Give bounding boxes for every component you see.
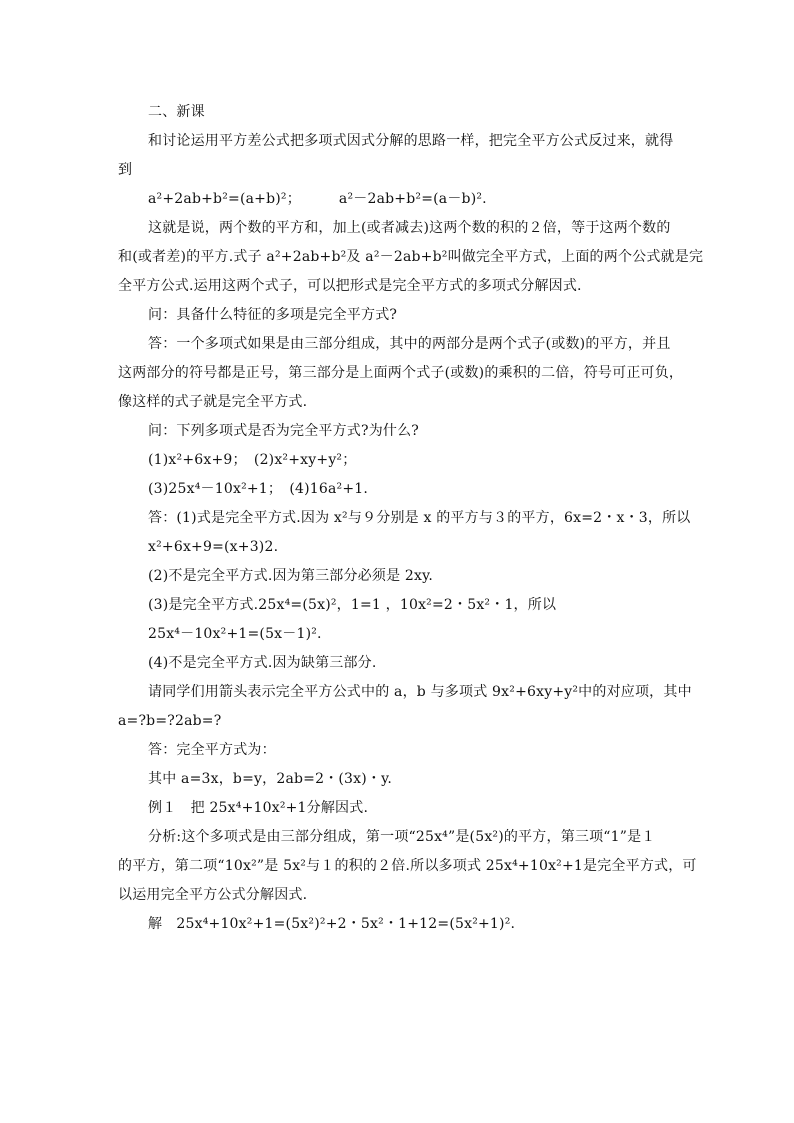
answer-line: 答：一个多项式如果是由三部分组成，其中的两部分是两个式子(或数)的平方，并且 — [148, 336, 671, 352]
document-body — [118, 98, 704, 939]
answer-line: 这两部分的符号都是正号，第三部分是上面两个式子(或数)的乘积的二倍，符号可正可负， — [118, 365, 684, 381]
paragraph-line: 这就是说，两个数的平方和，加上(或者减去)这两个数的积的２倍，等于这两个数的 — [148, 220, 671, 236]
answer-line: 答：完全平方式为： — [148, 742, 276, 758]
formula-line — [118, 185, 678, 214]
formula-difference: a²－2ab+b²=(a－b)². — [338, 191, 487, 207]
paragraph-line: 请同学们用箭头表示完全平方公式中的 a，b 与多项式 9x²+6xy+y²中的对应项，其中 — [148, 684, 692, 700]
solution-line: 解 25x⁴+10x²+1=(5x²)²+2・5x²・1+12=(5x²+1)². — [148, 916, 516, 932]
answer-line: 像这样的式子就是完全平方式. — [118, 394, 308, 410]
answer-line: (3)是完全平方式.25x⁴=(5x)²，1=1 ，10x²=2・5x²・1，所以 — [148, 597, 557, 613]
answer-line: (2)不是完全平方式.因为第三部分必须是 2xy. — [148, 568, 434, 584]
analysis-line: 分析:这个多项式是由三部分组成，第一项“25x⁴”是(5x²)的平方，第三项“1”是１ — [148, 829, 656, 845]
formula-sum: a²+2ab+b²=(a+b)²； — [148, 191, 301, 207]
paragraph-line: 到 — [118, 162, 133, 178]
answer-line: (4)不是完全平方式.因为缺第三部分. — [148, 655, 377, 671]
answer-line: 其中 a=3x，b=y，2ab=2・(3x)・y. — [148, 771, 393, 787]
paragraph-line: 和讨论运用平方差公式把多项式因式分解的思路一样，把完全平方公式反过来，就得 — [148, 133, 674, 149]
analysis-line: 以运用完全平方公式分解因式. — [118, 887, 308, 903]
answer-line: 25x⁴－10x²+1=(5x－1)². — [148, 626, 322, 642]
paragraph-line: 和(或者差)的平方.式子 a²+2ab+b²及 a²－2ab+b²叫做完全平方式，上面的两个公式就是完 — [118, 249, 704, 265]
example-title: 例１ 把 25x⁴+10x²+1分解因式. — [148, 800, 369, 816]
question-line: 问：下列多项式是否为完全平方式?为什么? — [148, 423, 420, 439]
answer-line: 答：(1)式是完全平方式.因为 x²与９分别是 x 的平方与３的平方，6x=2・x・3，所以 — [148, 510, 691, 526]
paragraph-line: 全平方公式.运用这两个式子，可以把形式是完全平方式的多项式分解因式. — [118, 278, 582, 294]
exercise-line: (3)25x⁴－10x²+1； (4)16a²+1. — [148, 481, 369, 497]
question-line: 问：具备什么特征的多项是完全平方式? — [148, 307, 398, 323]
answer-line: x²+6x+9=(x+3)2. — [148, 539, 279, 555]
section-heading: 二、新课 — [148, 104, 205, 120]
analysis-line: 的平方，第二项“10x²”是 5x²与１的积的２倍.所以多项式 25x⁴+10x²+1是完全平方式，可 — [118, 858, 697, 874]
paragraph-line: a=?b=?2ab=? — [118, 713, 222, 729]
exercise-line: (1)x²+6x+9； (2)x²+xy+y²； — [148, 452, 357, 468]
